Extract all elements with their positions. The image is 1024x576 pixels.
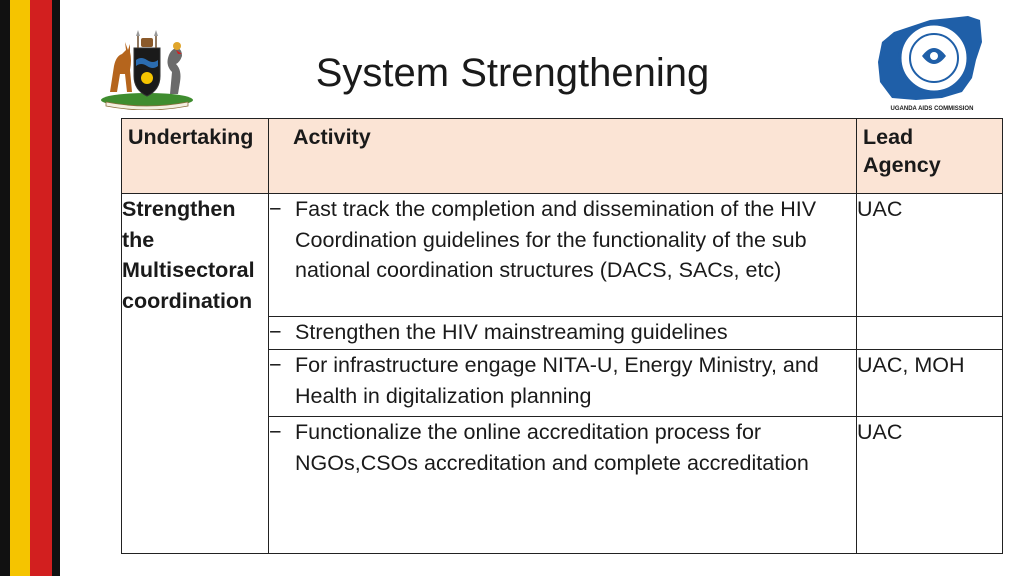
- activity-text: Fast track the completion and dissemination of the HIV Coordination guidelines for the functionality of the sub national coordination structures (DACS, SACs, etc): [295, 197, 817, 282]
- dash-bullet: −: [269, 197, 282, 221]
- uac-logo: [872, 12, 992, 112]
- flag-stripe-red: [30, 0, 52, 576]
- activity-text: For infrastructure engage NITA-U, Energy Ministry, and Health in digitalization planning: [295, 353, 819, 408]
- dash-bullet: −: [269, 320, 282, 344]
- strengthening-table: [121, 118, 1003, 554]
- undertaking-cell: Strengthen the Multisectoral coordination: [122, 194, 269, 554]
- activity-text: Functionalize the online accreditation process for NGOs,CSOs accreditation and complete accreditation: [295, 420, 809, 475]
- lead-agency-cell: UAC: [857, 417, 1003, 554]
- activity-text: Strengthen the HIV mainstreaming guidelines: [295, 320, 728, 344]
- lead-agency-cell: UAC: [857, 194, 1003, 317]
- flag-stripe-yellow: [10, 0, 30, 576]
- flag-stripe-black-2: [52, 0, 60, 576]
- header-activity: Activity: [269, 119, 857, 194]
- header-undertaking: Undertaking: [122, 119, 269, 194]
- activity-cell: [269, 194, 857, 317]
- lead-agency-cell: [857, 317, 1003, 350]
- header-lead-agency: Lead Agency: [857, 119, 1003, 194]
- dash-bullet: −: [269, 353, 282, 377]
- lead-agency-cell: UAC, MOH: [857, 350, 1003, 417]
- activity-cell: [269, 350, 857, 417]
- activity-cell: [269, 417, 857, 554]
- activity-cell: [269, 317, 857, 350]
- coat-of-arms-logo: [92, 30, 202, 110]
- uac-caption: UGANDA AIDS COMMISSION: [890, 106, 974, 112]
- flag-stripe-black: [0, 0, 10, 576]
- table-header-row: [122, 119, 1003, 194]
- flag-stripes: [0, 0, 60, 576]
- slide-title: System Strengthening: [315, 51, 710, 95]
- table-row: [122, 194, 1003, 317]
- dash-bullet: −: [269, 420, 282, 444]
